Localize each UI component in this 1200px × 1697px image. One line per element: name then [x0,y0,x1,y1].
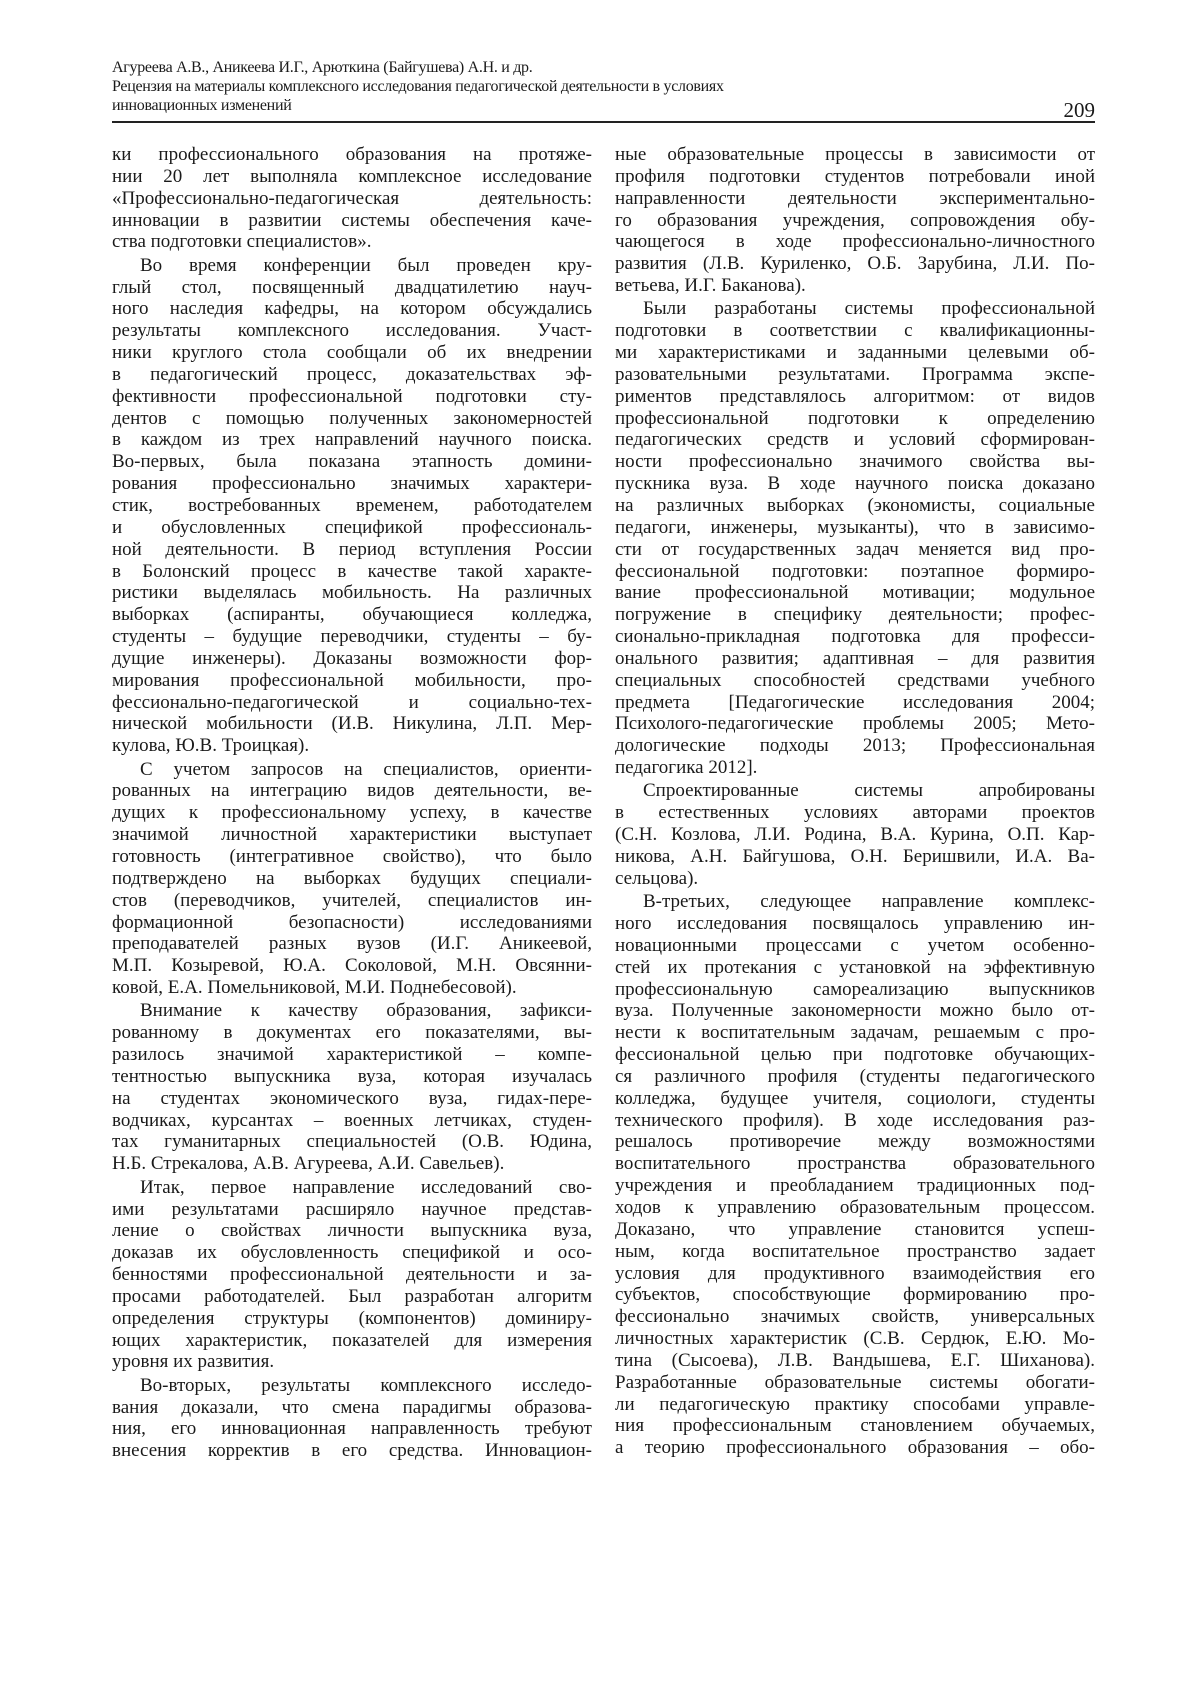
text-line: колледжа, будущее учителя, социологи, студенты [615,1088,1095,1110]
text-line: педагогических средств и условий сформирован- [615,429,1095,451]
text-line: онального развития; адаптивная – для развития [615,648,1095,670]
text-line: профиля подготовки студентов потребовали иной [615,166,1095,188]
text-line: стов (переводчиков, учителей, специалистов ин- [112,890,592,912]
text-line: Н.Б. Стрекалова, А.В. Агуреева, А.И. Савельев). [112,1153,592,1175]
text-line: фессиональной подготовки: поэтапное формиро- [615,561,1095,583]
text-line: определения структуры (компонентов) доминиру- [112,1308,592,1330]
text-line: ники круглого стола сообщали об их внедрении [112,342,592,364]
text-line: сионально-прикладная подготовка для професси- [615,626,1095,648]
paragraph [615,144,1095,297]
text-line: дологические подходы 2013; Профессиональная [615,735,1095,757]
text-line: ного исследования посвящалось управлению ин- [615,913,1095,935]
text-line: ковой, Е.А. Помельниковой, М.И. Поднебесовой). [112,977,592,999]
text-line: ки профессионального образования на протяже- [112,144,592,166]
text-line: в каждом из трех направлений научного поиска. [112,429,592,451]
text-line: личностных характеристик (С.В. Сердюк, Е.Ю. Мо- [615,1328,1095,1350]
text-line: ности профессионально значимого свойства вы- [615,451,1095,473]
text-line: значимой личностной характеристики выступает [112,824,592,846]
text-line: ходов к управлению образовательным процессом. [615,1197,1095,1219]
text-line: погружение в специфику деятельности; профес- [615,604,1095,626]
text-line: а теорию профессионального образования – обо- [615,1437,1095,1459]
text-line: воспитательного пространства образовательного [615,1153,1095,1175]
text-line: просами работодателей. Был разработан алгоритм [112,1286,592,1308]
text-line: технического профиля). В ходе исследования раз- [615,1110,1095,1132]
text-line: субъектов, способствующие формированию про- [615,1284,1095,1306]
text-line: развития (Л.В. Куриленко, О.Б. Зарубина, Л.И. По- [615,253,1095,275]
text-line: Психолого-педагогические проблемы 2005; Мето- [615,713,1095,735]
text-line: педагоги, инженеры, музыканты), что в зависимо- [615,517,1095,539]
text-line: и обусловленных спецификой профессиональ- [112,517,592,539]
text-line: сельцова). [615,868,1095,890]
header-title-line-1: Рецензия на материалы комплексного исследования педагогической деятельности в условиях [112,77,1095,96]
text-line: нести к воспитательным задачам, решаемым с про- [615,1022,1095,1044]
text-line: Во-вторых, результаты комплексного исследо- [112,1375,592,1397]
text-line: мирования профессиональной мобильности, про- [112,670,592,692]
text-line: доказав их обусловленность спецификой и осо- [112,1242,592,1264]
text-line: сти от государственных задач меняется вид про- [615,539,1095,561]
text-line: направленности деятельности экспериментально- [615,188,1095,210]
text-line: ного наследия кафедры, на котором обсуждались [112,298,592,320]
text-line: ным, когда воспитательное пространство задает [615,1241,1095,1263]
text-line: в естественных условиях авторами проектов [615,802,1095,824]
text-line: фективности профессиональной подготовки сту- [112,386,592,408]
paragraph [615,780,1095,889]
text-line: учреждения и преобладанием традиционных под- [615,1175,1095,1197]
text-line: бенностями профессиональной деятельности и за- [112,1264,592,1286]
text-line: тентностью выпускника вуза, которая изучалась [112,1066,592,1088]
right-column [615,144,1095,1461]
text-line: водчиках, курсантах – военных летчиках, студен- [112,1110,592,1132]
text-line: вуза. Полученные закономерности можно было от- [615,1000,1095,1022]
text-line: новационными процессами с учетом особенно- [615,935,1095,957]
text-line: подготовки в соответствии с квалификационны- [615,320,1095,342]
text-line: Спроектированные системы апробированы [615,780,1095,802]
text-line: ми характеристиками и заданными целевыми об- [615,342,1095,364]
text-line: уровня их развития. [112,1351,592,1373]
text-line: на различных выборках (экономисты, социальные [615,495,1095,517]
text-line: ление о свойствах личности выпускника вуза, [112,1220,592,1242]
text-line: Внимание к качеству образования, зафикси- [112,1000,592,1022]
text-line: ные образовательные процессы в зависимости от [615,144,1095,166]
paragraph [112,1000,592,1175]
text-line: результаты комплексного исследования. Участ- [112,320,592,342]
text-line: тина (Сысоева), Л.В. Вандышева, Е.Г. Шиханова). [615,1350,1095,1372]
text-line: профессиональной подготовки к определению [615,408,1095,430]
text-line: (С.Н. Козлова, Л.И. Родина, В.А. Курина, О.П. Кар- [615,824,1095,846]
text-line: ния профессиональным становлением обучаемых, [615,1415,1095,1437]
text-line: ли педагогическую практику способами управле- [615,1394,1095,1416]
text-line: ства подготовки специалистов». [112,231,592,253]
text-line: никова, А.Н. Байгушова, О.Н. Беришвили, И.А. Ва- [615,846,1095,868]
text-line: выборках (аспиранты, обучающиеся колледжа, [112,604,592,626]
text-line: чающегося в ходе профессионально-личностного [615,231,1095,253]
text-line: рования профессионально значимых характери- [112,473,592,495]
text-line: фессиональной целью при подготовке обучающих- [615,1044,1095,1066]
text-line: Были разработаны системы профессиональной [615,298,1095,320]
text-line: стей их протекания с установкой на эффективную [615,957,1095,979]
paragraph [615,298,1095,779]
text-line: фессионально значимых свойств, универсальных [615,1306,1095,1328]
text-line: вания доказали, что смена парадигмы образова- [112,1397,592,1419]
text-line: инновации в развитии системы обеспечения каче- [112,210,592,232]
text-line: «Профессионально-педагогическая деятельность: [112,188,592,210]
text-line: подтверждено на выборках будущих специали- [112,868,592,890]
text-line: готовность (интегративное свойство), что было [112,846,592,868]
text-line: дентов с помощью полученных закономерностей [112,408,592,430]
text-line: разилось значимой характеристикой – компе- [112,1044,592,1066]
text-line: Во время конференции был проведен кру- [112,255,592,277]
text-line: преподавателей разных вузов (И.Г. Аникеевой, [112,933,592,955]
text-line: ющих характеристик, показателей для измерения [112,1330,592,1352]
paragraph [112,759,592,999]
paragraph [112,1177,592,1374]
paragraph [615,891,1095,1459]
text-line: в Болонский процесс в качестве такой характе- [112,561,592,583]
text-line: фессионально-педагогической и социально-тех- [112,692,592,714]
text-line: ся различного профиля (студенты педагогического [615,1066,1095,1088]
page-number: 209 [1064,98,1096,123]
header-rule [112,121,1095,123]
text-line: го образования учреждения, сопровождения обу- [615,210,1095,232]
text-line: рованных на интеграцию видов деятельности, ве- [112,780,592,802]
text-line: нической мобильности (И.В. Никулина, Л.П. Мер- [112,713,592,735]
paragraph [112,255,592,757]
text-line: стик, востребованных временем, работодателем [112,495,592,517]
text-line: внесения корректив в его средства. Инновацион- [112,1440,592,1462]
text-line: в педагогический процесс, доказательствах эф- [112,364,592,386]
text-line: дущие инженеры). Доказаны возможности фор- [112,648,592,670]
text-line: нии 20 лет выполняла комплексное исследование [112,166,592,188]
paragraph [112,144,592,253]
left-column [112,144,592,1464]
text-line: профессиональную самореализацию выпускников [615,979,1095,1001]
text-line: Итак, первое направление исследований сво- [112,1177,592,1199]
text-line: ристики выделялась мобильность. На различных [112,582,592,604]
text-line: В-третьих, следующее направление комплекс- [615,891,1095,913]
text-line: С учетом запросов на специалистов, ориенти- [112,759,592,781]
text-line: предмета [Педагогические исследования 2004; [615,692,1095,714]
text-line: разовательными результатами. Программа экспе- [615,364,1095,386]
text-line: М.П. Козыревой, Ю.А. Соколовой, М.Н. Овсянни- [112,955,592,977]
running-header [112,58,1095,115]
paragraph [112,1375,592,1462]
text-line: ими результатами расширяло научное представ- [112,1199,592,1221]
text-line: вание профессиональной мотивации; модульное [615,582,1095,604]
text-line: риментов представлялось алгоритмом: от видов [615,386,1095,408]
text-line: Во-первых, была показана этапность домини- [112,451,592,473]
header-title-line-2: инновационных изменений [112,96,1095,115]
text-line: решалось противоречие между возможностями [615,1131,1095,1153]
text-line: формационной безопасности) исследованиями [112,912,592,934]
text-line: дущих к профессиональному успеху, в качестве [112,802,592,824]
text-line: кулова, Ю.В. Троицкая). [112,735,592,757]
text-line: педагогика 2012]. [615,757,1095,779]
header-authors: Агуреева А.В., Аникеева И.Г., Арюткина (Байгушева) А.Н. и др. [112,58,1095,77]
text-line: пускника вуза. В ходе научного поиска доказано [615,473,1095,495]
text-line: на студентах экономического вуза, гидах-пере- [112,1088,592,1110]
text-line: специальных способностей средствами учебного [615,670,1095,692]
text-line: студенты – будущие переводчики, студенты – бу- [112,626,592,648]
text-line: Доказано, что управление становится успеш- [615,1219,1095,1241]
text-line: ния, его инновационная направленность требуют [112,1418,592,1440]
text-line: глый стол, посвященный двадцатилетию науч- [112,277,592,299]
text-line: ветьева, И.Г. Баканова). [615,275,1095,297]
text-line: рованному в документах его показателями, вы- [112,1022,592,1044]
text-line: тах гуманитарных специальностей (О.В. Юдина, [112,1131,592,1153]
text-line: Разработанные образовательные системы обогати- [615,1372,1095,1394]
text-line: условия для продуктивного взаимодействия его [615,1263,1095,1285]
text-line: ной деятельности. В период вступления России [112,539,592,561]
